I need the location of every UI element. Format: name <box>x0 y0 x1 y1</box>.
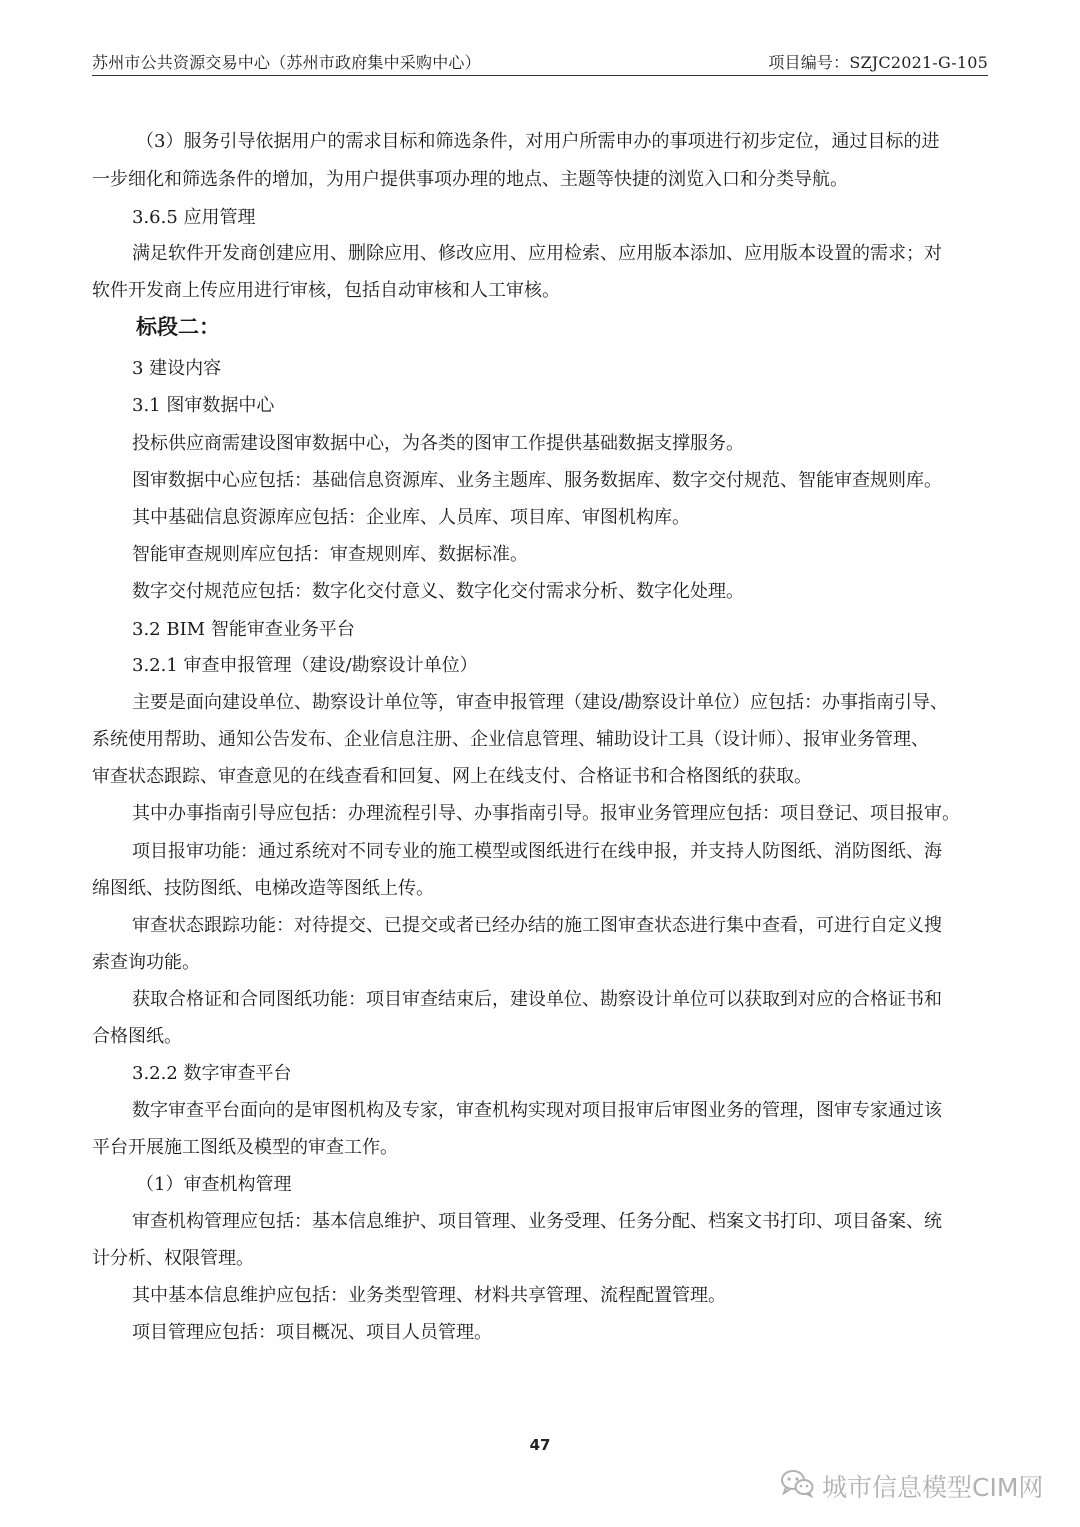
section-heading: 3.2.1 审查申报管理（建设/勘察设计单位） <box>132 655 478 676</box>
section-heading: 3 建设内容 <box>132 358 222 379</box>
body-line: 数字交付规范应包括：数字化交付意义、数字化交付需求分析、数字化处理。 <box>132 581 744 602</box>
watermark-text: 城市信息模型CIM网 <box>822 1473 1044 1502</box>
body-line: 软件开发商上传应用进行审核，包括自动审核和人工审核。 <box>92 280 560 301</box>
body-line: 满足软件开发商创建应用、删除应用、修改应用、应用检索、应用版本添加、应用版本设置的需求；对 <box>132 243 942 264</box>
body-line: 获取合格证和合同图纸功能：项目审查结束后，建设单位、勘察设计单位可以获取到对应的合格证书和 <box>132 989 942 1010</box>
body-line: 主要是面向建设单位、勘察设计单位等，审查申报管理（建设/勘察设计单位）应包括：办事指南引导、 <box>132 692 949 713</box>
page-header <box>92 48 988 76</box>
body-line: 投标供应商需建设图审数据中心，为各类的图审工作提供基础数据支撑服务。 <box>132 433 744 454</box>
body-line: （3）服务引导依据用户的需求目标和筛选条件，对用户所需申办的事项进行初步定位，通过目标的进 <box>136 131 940 152</box>
body-line: 其中基础信息资源库应包括：企业库、人员库、项目库、审图机构库。 <box>132 507 690 528</box>
body-line: 图审数据中心应包括：基础信息资源库、业务主题库、服务数据库、数字交付规范、智能审查规则库。 <box>132 470 942 491</box>
body-line: 审查状态跟踪、审查意见的在线查看和回复、网上在线支付、合格证书和合格图纸的获取。 <box>92 766 812 787</box>
header-organization: 苏州市公共资源交易中心（苏州市政府集中采购中心） <box>92 53 481 72</box>
wechat-icon <box>780 1468 814 1504</box>
body-line: 项目管理应包括：项目概况、项目人员管理。 <box>132 1322 492 1343</box>
body-line: 计分析、权限管理。 <box>92 1248 254 1269</box>
body-line: 审查机构管理应包括：基本信息维护、项目管理、业务受理、任务分配、档案文书打印、项目备案、统 <box>132 1211 942 1232</box>
body-line: 一步细化和筛选条件的增加，为用户提供事项办理的地点、主题等快捷的浏览入口和分类导航。 <box>92 169 848 190</box>
page-number: 47 <box>529 1436 551 1454</box>
body-line: 其中办事指南引导应包括：办理流程引导、办事指南引导。报审业务管理应包括：项目登记、项目报审。 <box>132 803 960 824</box>
section-heading: 3.6.5 应用管理 <box>132 207 256 228</box>
body-line: 合格图纸。 <box>92 1026 182 1047</box>
section-heading: 3.2.2 数字审查平台 <box>132 1063 292 1084</box>
section-heading: 3.2 BIM 智能审查业务平台 <box>132 619 355 640</box>
body-line: 数字审查平台面向的是审图机构及专家，审查机构实现对项目报审后审图业务的管理，图审专家通过该 <box>132 1100 942 1121</box>
body-line: 平台开展施工图纸及模型的审查工作。 <box>92 1137 398 1158</box>
body-line: 项目报审功能：通过系统对不同专业的施工模型或图纸进行在线申报，并支持人防图纸、消防图纸、海 <box>132 841 942 862</box>
body-line: 系统使用帮助、通知公告发布、企业信息注册、企业信息管理、辅助设计工具（设计师）、报审业务管理、 <box>92 729 929 750</box>
header-divider <box>92 75 988 76</box>
section-title-bold: 标段二： <box>136 315 220 339</box>
body-line: 绵图纸、技防图纸、电梯改造等图纸上传。 <box>92 878 434 899</box>
header-project-number: 项目编号：SZJC2021-G-105 <box>768 53 988 72</box>
watermark <box>780 1466 1043 1506</box>
body-line: 审查状态跟踪功能：对待提交、已提交或者已经办结的施工图审查状态进行集中查看，可进行自定义搜 <box>132 915 942 936</box>
body-line: 其中基本信息维护应包括：业务类型管理、材料共享管理、流程配置管理。 <box>132 1285 726 1306</box>
body-line: 索查询功能。 <box>92 952 200 973</box>
body-line: 智能审查规则库应包括：审查规则库、数据标准。 <box>132 544 528 565</box>
section-heading: 3.1 图审数据中心 <box>132 395 275 416</box>
section-heading: （1）审查机构管理 <box>136 1174 292 1195</box>
